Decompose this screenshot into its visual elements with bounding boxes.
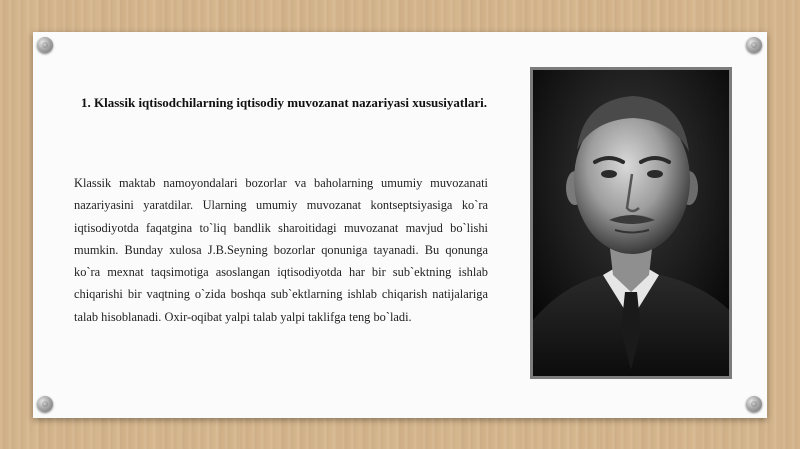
portrait-illustration <box>533 70 729 376</box>
pushpin-icon <box>746 396 762 412</box>
pushpin-icon <box>37 396 53 412</box>
slide-body-text: Klassik maktab namoyondalari bozorlar va baholarning umumiy muvozanati nazariyasini yaratdilar. Ularning umumiy muvozanat kontseptsiyasiga ko`ra iqtisodiyotda faqatgina to`liq bandlik sharoitidagi muvozanat mavjud bo`lishi mumkin. Bunday xulosa J.B.Seyning bozorlar qonuniga tayanadi. Bu qonunga ko`ra mexnat taqsimotiga asoslangan iqtisodiyotda har bir sub`ektning ishlab chiqarishi bir vaqtning o`zida boshqa sub`ektlarning ishlab chiqarish natijalariga talab hisoblanadi. Oxir-oqibat yalpi talab yalpi taklifga teng bo`ladi. <box>74 176 488 324</box>
pushpin-icon <box>746 37 762 53</box>
pushpin-icon <box>37 37 53 53</box>
slide-title: 1. Klassik iqtisodchilarning iqtisodiy muvozanat nazariyasi xususiyatlari. <box>81 95 487 110</box>
portrait-photo <box>530 67 732 379</box>
